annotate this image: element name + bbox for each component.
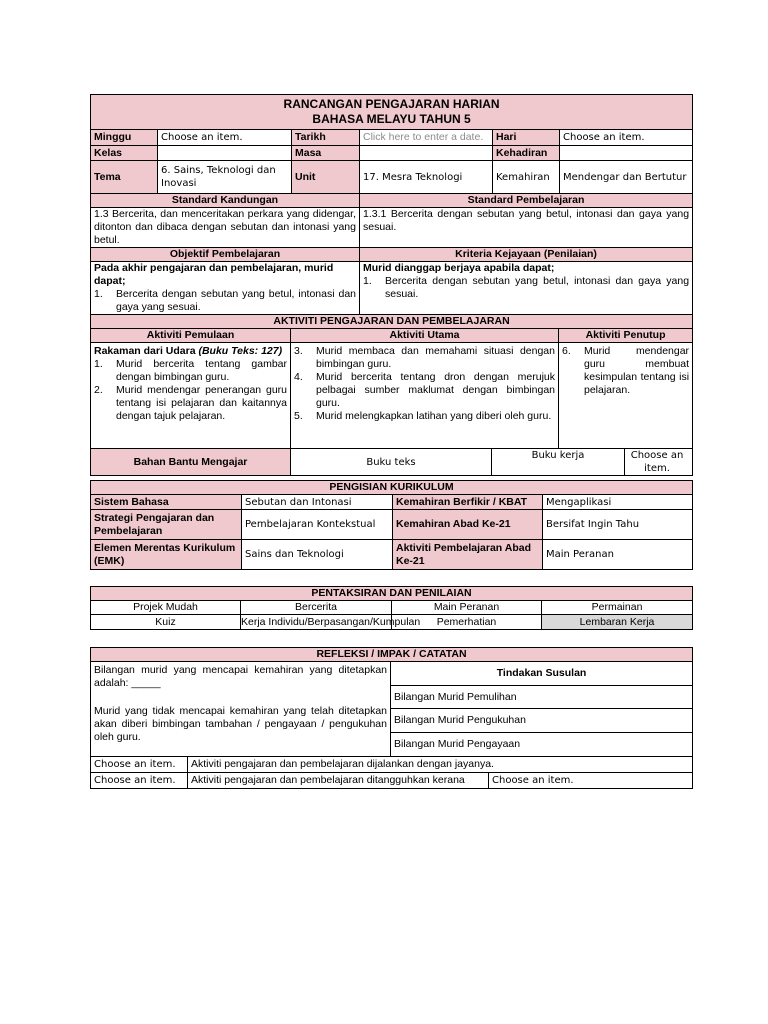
bilangan-pengukuhan-field[interactable]: Bilangan Murid Pengukuhan — [391, 709, 693, 733]
list-text: Bercerita dengan sebutan yang betul, intonasi dan gaya yang sesuai. — [116, 288, 356, 313]
penutup-list — [562, 345, 689, 397]
kemahiran-value[interactable]: Mendengar dan Bertutur — [560, 161, 693, 194]
list-item — [94, 384, 287, 423]
rakaman-ref: (Buku Teks: 127) — [198, 345, 283, 357]
list-number: 2. — [94, 384, 103, 396]
tema-label: Tema — [91, 161, 158, 194]
bilangan-pemulihan-field[interactable]: Bilangan Murid Pemulihan — [391, 686, 693, 709]
list-number: 5. — [294, 410, 303, 422]
objektif-content — [91, 262, 360, 315]
pemulaan-list — [94, 358, 287, 423]
bbm-label: Bahan Bantu Mengajar — [91, 449, 291, 476]
kriteria-content — [360, 262, 693, 315]
pentaksiran-option[interactable]: Projek Mudah — [91, 601, 241, 615]
list-item — [294, 371, 555, 410]
pentaksiran-option[interactable]: Main Peranan — [392, 601, 542, 615]
kurikulum-section — [90, 480, 692, 570]
list-text: Murid membaca dan memahami situasi dengan bimbingan guru. — [316, 345, 555, 370]
abad-21-label: Kemahiran Abad Ke-21 — [393, 510, 543, 540]
ditangguhkan-text: Aktiviti pengajaran dan pembelajaran ditangguhkan kerana — [188, 773, 489, 789]
unit-label: Unit — [292, 161, 360, 194]
list-number: 1. — [94, 288, 103, 300]
tarikh-date-picker[interactable]: Click here to enter a date. — [360, 130, 493, 146]
bbm-select[interactable]: Choose an item. — [630, 450, 684, 474]
bbm-item-buku-kerja[interactable]: Buku kerja — [492, 449, 625, 475]
aktiviti-title: AKTIVITI PENGAJARAN DAN PEMBELAJARAN — [91, 315, 693, 329]
masa-label: Masa — [292, 146, 360, 161]
rakaman-heading — [94, 345, 287, 358]
pentaksiran-option[interactable]: Kuiz — [91, 615, 241, 630]
kelas-label: Kelas — [91, 146, 158, 161]
refleksi-select[interactable]: Choose an item. — [91, 757, 188, 773]
aktiviti-abad-21-label: Aktiviti Pembelajaran Abad Ke-21 — [393, 540, 543, 570]
standard-kandungan-label: Standard Kandungan — [91, 194, 360, 208]
list-text: Murid bercerita tentang gambar dengan bimbingan guru. — [116, 358, 287, 383]
utama-list — [294, 345, 555, 423]
strategi-value[interactable]: Pembelajaran Kontekstual — [242, 510, 393, 540]
pentaksiran-option[interactable]: Kerja Individu/Berpasangan/Kumpulan — [241, 615, 421, 628]
list-text: Murid melengkapkan latihan yang diberi oleh guru. — [316, 410, 552, 422]
tarikh-label: Tarikh — [292, 130, 360, 146]
pentaksiran-table — [90, 586, 693, 630]
emk-value[interactable]: Sains dan Teknologi — [242, 540, 393, 570]
tema-value[interactable]: 6. Sains, Teknologi dan Inovasi — [158, 161, 292, 194]
list-text: Bercerita dengan sebutan yang betul, intonasi dan gaya yang sesuai. — [385, 275, 690, 300]
kehadiran-label: Kehadiran — [493, 146, 560, 161]
unit-value[interactable]: 17. Mesra Teknologi — [360, 161, 493, 194]
kurikulum-title: PENGISIAN KURIKULUM — [91, 481, 693, 495]
refleksi-section — [90, 647, 692, 789]
list-item — [94, 288, 356, 314]
list-item — [294, 345, 555, 371]
aktiviti-table — [90, 314, 693, 476]
bilangan-mencapai-text: Bilangan murid yang mencapai kemahiran yang ditetapkan adalah: _____ — [94, 664, 387, 689]
aktiviti-section — [90, 314, 692, 476]
list-number: 1. — [94, 358, 103, 370]
pemulaan-label: Aktiviti Pemulaan — [91, 329, 291, 343]
tidak-mencapai-text: Murid yang tidak mencapai kemahiran yang telah ditetapkan akan diberi bimbingan tambahan / pengayaan / pengukuhan oleh guru. — [94, 705, 387, 743]
objektif-list — [94, 288, 356, 314]
standard-kandungan-text: 1.3 Bercerita, dan menceritakan perkara yang didengar, ditonton dan dibaca dengan sebutan dan intonasi yang betul. — [91, 208, 360, 248]
kbat-value[interactable]: Mengaplikasi — [543, 495, 693, 510]
jayanya-text: Aktiviti pengajaran dan pembelajaran dijalankan dengan jayanya. — [188, 757, 693, 773]
list-item — [94, 358, 287, 384]
refleksi-title: REFLEKSI / IMPAK / CATATAN — [91, 648, 693, 662]
aktiviti-abad-21-value[interactable]: Main Peranan — [543, 540, 693, 570]
utama-label: Aktiviti Utama — [291, 329, 559, 343]
objektif-label: Objektif Pembelajaran — [91, 248, 360, 262]
pentaksiran-option-selected[interactable]: Lembaran Kerja — [542, 615, 693, 630]
bbm-item-pair — [492, 449, 693, 476]
pemulaan-content — [91, 343, 291, 449]
minggu-label: Minggu — [91, 130, 158, 146]
tindakan-susulan-label: Tindakan Susulan — [391, 662, 693, 686]
rph-title-line1: RANCANGAN PENGAJARAN HARIAN — [283, 97, 500, 111]
pentaksiran-section — [90, 586, 692, 630]
minggu-select[interactable]: Choose an item. — [158, 130, 292, 146]
pentaksiran-option[interactable]: Pemerhatian — [392, 615, 542, 630]
penutup-label: Aktiviti Penutup — [559, 329, 693, 343]
kehadiran-field[interactable] — [560, 146, 693, 161]
rph-title-line2: BAHASA MELAYU TAHUN 5 — [312, 112, 471, 126]
kriteria-list — [363, 275, 689, 301]
pentaksiran-title: PENTAKSIRAN DAN PENILAIAN — [91, 587, 693, 601]
refleksi-select[interactable]: Choose an item. — [91, 773, 188, 789]
utama-content — [291, 343, 559, 449]
pentaksiran-option[interactable]: Bercerita — [241, 601, 392, 615]
standard-pembelajaran-text: 1.3.1 Bercerita dengan sebutan yang betul, intonasi dan gaya yang sesuai. — [360, 208, 693, 248]
emk-label: Elemen Merentas Kurikulum (EMK) — [91, 540, 242, 570]
list-item — [363, 275, 689, 301]
list-number: 6. — [562, 345, 571, 357]
list-text: Murid mendengar guru membuat kesimpulan tentang isi pelajaran. — [584, 345, 690, 396]
rph-header-table — [90, 94, 693, 315]
list-text: Murid bercerita tentang dron dengan merujuk pelbagai sumber maklumat dengan bimbingan guru. — [316, 371, 555, 409]
list-number: 1. — [363, 275, 372, 287]
kemahiran-label: Kemahiran — [493, 161, 560, 194]
hari-select[interactable]: Choose an item. — [560, 130, 693, 146]
kriteria-label: Kriteria Kejayaan (Penilaian) — [360, 248, 693, 262]
penutup-content — [559, 343, 693, 449]
sistem-bahasa-value[interactable]: Sebutan dan Intonasi — [242, 495, 393, 510]
list-item — [294, 410, 555, 423]
hari-label: Hari — [493, 130, 560, 146]
kelas-field[interactable] — [158, 146, 292, 161]
bilangan-pengayaan-field[interactable]: Bilangan Murid Pengayaan — [391, 733, 693, 757]
ditangguhkan-reason-select[interactable]: Choose an item. — [489, 773, 693, 789]
kriteria-intro: Murid dianggap berjaya apabila dapat; — [363, 262, 555, 274]
masa-field[interactable] — [360, 146, 493, 161]
list-item — [562, 345, 689, 397]
list-number: 4. — [294, 371, 303, 383]
objektif-intro: Pada akhir pengajaran dan pembelajaran, murid dapat; — [94, 262, 334, 287]
pentaksiran-option[interactable]: Permainan — [542, 601, 693, 615]
kurikulum-table — [90, 480, 693, 570]
strategi-label: Strategi Pengajaran dan Pembelajaran — [91, 510, 242, 540]
refleksi-table — [90, 647, 693, 789]
kbat-label: Kemahiran Berfikir / KBAT — [393, 495, 543, 510]
rakaman-title: Rakaman dari Udara — [94, 345, 196, 357]
standard-pembelajaran-label: Standard Pembelajaran — [360, 194, 693, 208]
sistem-bahasa-label: Sistem Bahasa — [91, 495, 242, 510]
rph-header-section — [90, 94, 692, 315]
rph-title — [91, 95, 693, 130]
list-text: Murid mendengar penerangan guru tentang isi pelajaran dan kaitannya dengan tajuk pelajaran. — [116, 384, 287, 422]
abad-21-value[interactable]: Bersifat Ingin Tahu — [543, 510, 693, 540]
refleksi-notes — [91, 662, 391, 757]
bbm-item-buku-teks[interactable]: Buku teks — [291, 449, 492, 476]
list-number: 3. — [294, 345, 303, 357]
